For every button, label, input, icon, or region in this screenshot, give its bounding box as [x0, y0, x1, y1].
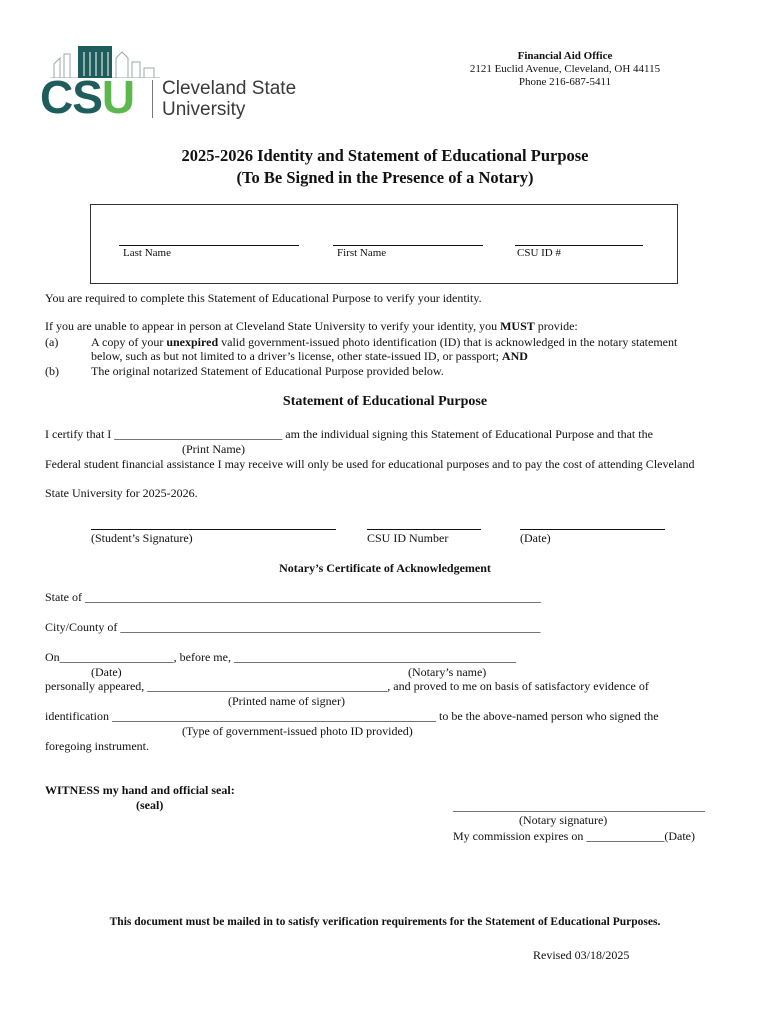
logo-name-line2: University: [162, 99, 246, 120]
item-a-bold: unexpired: [166, 335, 219, 349]
on-before-me-line: On___________________, before me, _______________________________________________: [45, 650, 516, 664]
commission-line: My commission expires on _____________(Date): [453, 829, 695, 843]
first-name-field[interactable]: [333, 245, 483, 246]
intro-p2: [45, 319, 578, 334]
notary-heading: Notary’s Certificate of Acknowledgement: [279, 561, 491, 575]
print-name-label: (Print Name): [182, 442, 245, 456]
certify-line: I certify that I ____________________________ am the individual signing this Statement of Educational Purpose and that the: [45, 427, 653, 441]
foregoing-line: foregoing instrument.: [45, 739, 149, 753]
logo-name-line1: Cleveland State: [162, 78, 297, 99]
intro-p2-after: provide:: [534, 319, 578, 333]
item-a-text-line2: [91, 349, 528, 364]
notary-signature-label: (Notary signature): [519, 813, 608, 827]
csu-id-number-label: CSU ID Number: [367, 531, 449, 545]
logo-letter-u: U: [101, 71, 135, 123]
csu-logo: [40, 44, 320, 123]
notary-date-label: (Date): [91, 665, 122, 679]
office-name: Financial Aid Office: [517, 50, 613, 62]
student-signature-field[interactable]: [91, 529, 336, 530]
item-a-label: (a): [45, 335, 59, 349]
item-a-line2-before: below, such as but not limited to a driver’s license, other state-issued ID, or passport;: [91, 349, 502, 363]
logo-letter-c: C: [40, 71, 73, 123]
last-name-label: Last Name: [123, 247, 171, 259]
state-line: State of ____________________________________________________________________________: [45, 590, 541, 604]
title-line1: 2025-2026 Identity and Statement of Educational Purpose: [181, 146, 589, 165]
statement-line3: State University for 2025-2026.: [45, 486, 198, 500]
title-line2: (To Be Signed in the Presence of a Notary): [236, 168, 534, 187]
city-county-line: City/County of ______________________________________________________________________: [45, 620, 541, 634]
intro-p2-before: If you are unable to appear in person at Cleveland State University to verify your identity, you: [45, 319, 501, 333]
revised-date: Revised 03/18/2025: [533, 948, 630, 962]
statement-line2: Federal student financial assistance I may receive will only be used for educational purposes and to pay the cost of attending Cleveland: [45, 457, 695, 471]
office-info: [440, 50, 690, 89]
last-name-field[interactable]: [119, 245, 299, 246]
id-box: [90, 204, 678, 284]
statement-date-label: (Date): [520, 531, 551, 545]
page-title: [0, 145, 770, 189]
statement-date-field[interactable]: [520, 529, 665, 530]
item-a-before: A copy of your: [91, 335, 167, 349]
logo-letter-s: S: [72, 71, 102, 123]
csu-id-number-field[interactable]: [367, 529, 481, 530]
item-b-label: (b): [45, 364, 59, 378]
identification-line: identification ______________________________________________________ to be the above-named person who signed the: [45, 709, 659, 723]
notary-signature-line: __________________________________________: [453, 799, 705, 813]
item-a-text: [91, 335, 731, 350]
item-a-line2-bold: AND: [501, 349, 528, 363]
logo-divider: [152, 80, 153, 118]
item-b-text: The original notarized Statement of Educational Purpose provided below.: [91, 364, 444, 378]
office-address: 2121 Euclid Avenue, Cleveland, OH 44115: [469, 63, 661, 75]
item-a-after: valid government-issued photo identification (ID) that is acknowledged in the notary statement: [218, 335, 678, 349]
office-phone: Phone 216-687-5411: [518, 76, 612, 88]
csu-id-field[interactable]: [515, 245, 643, 246]
mail-notice: This document must be mailed in to satisfy verification requirements for the Statement of Educational Purposes.: [109, 916, 661, 928]
student-signature-label: (Student’s Signature): [91, 531, 193, 545]
csu-id-label: CSU ID #: [517, 247, 562, 259]
seal-label: (seal): [136, 798, 164, 812]
intro-p1: You are required to complete this Statement of Educational Purpose to verify your identity.: [45, 291, 482, 305]
witness-line: WITNESS my hand and official seal:: [45, 783, 235, 797]
first-name-label: First Name: [337, 247, 387, 259]
appeared-line: personally appeared, ________________________________________, and proved to me on basis of satisfactory evidence of: [45, 679, 649, 693]
statement-heading: Statement of Educational Purpose: [282, 394, 488, 409]
id-type-label: (Type of government-issued photo ID provided): [182, 724, 413, 738]
intro-p2-bold: MUST: [500, 319, 535, 333]
notary-name-label: (Notary’s name): [408, 665, 487, 679]
printed-name-label: (Printed name of signer): [228, 694, 345, 708]
